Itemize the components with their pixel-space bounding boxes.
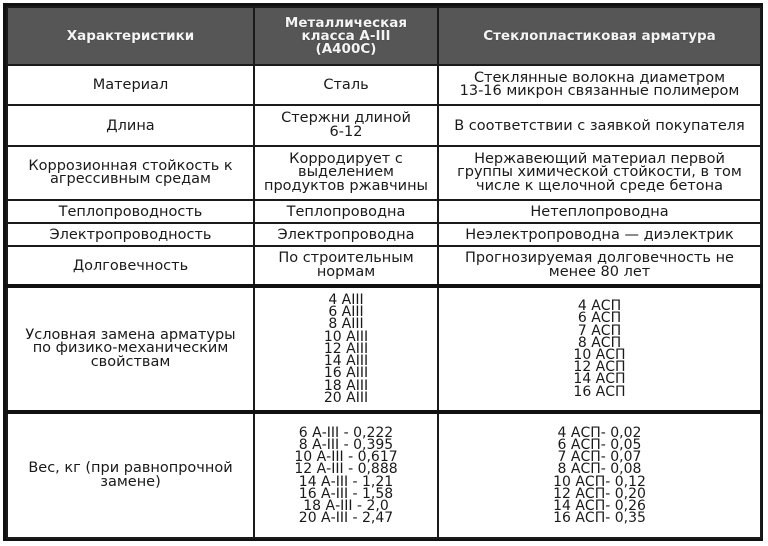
row-electrical bbox=[7, 223, 761, 246]
metal-replacement-list bbox=[254, 286, 438, 412]
glass-replacement-item: 7 АСП bbox=[577, 322, 622, 339]
metal-replacement-item: 20 АIII bbox=[323, 389, 369, 406]
metal-durability bbox=[254, 246, 438, 286]
metal-weight-item: 12 А-III - 0,888 bbox=[294, 461, 398, 478]
glass-corrosion-line-3: числе к щелочной среде бетона bbox=[476, 177, 723, 194]
metal-thermal bbox=[254, 200, 438, 223]
header-characteristics-text: Характеристики bbox=[66, 27, 195, 44]
metal-electrical-text: Электропроводна bbox=[277, 226, 415, 243]
header-metal-line-3: (А400С) bbox=[315, 40, 377, 57]
label-electrical bbox=[7, 223, 254, 246]
comparison-table bbox=[6, 6, 762, 539]
glass-corrosion bbox=[438, 146, 761, 200]
metal-weight-item: 20 А-III - 2,47 bbox=[298, 510, 394, 527]
glass-thermal-text: Нетеплопроводна bbox=[530, 203, 669, 220]
glass-replacement-item: 6 АСП bbox=[577, 310, 622, 327]
metal-weight-item: 6 А-III - 0,222 bbox=[298, 424, 394, 441]
label-thermal-text: Теплопроводность bbox=[58, 203, 203, 220]
label-length bbox=[7, 105, 254, 146]
header-metal-line-1: Металлическая bbox=[284, 14, 408, 31]
glass-durability bbox=[438, 246, 761, 286]
label-durability bbox=[7, 246, 254, 286]
metal-durability-line-1: По строительным bbox=[278, 250, 414, 266]
metal-replacement-item: 6 АIII bbox=[328, 304, 364, 321]
header-row bbox=[7, 7, 761, 65]
metal-replacement-item: 8 АIII bbox=[328, 316, 364, 333]
glass-replacement-item: 10 АСП bbox=[573, 347, 626, 363]
label-replacement-line-2: по физико-механическим bbox=[32, 340, 229, 357]
glass-weight-item: 8 АСП- 0,08 bbox=[557, 461, 642, 478]
metal-length-line-2: 6-12 bbox=[329, 123, 363, 140]
label-corrosion bbox=[7, 146, 254, 200]
glass-weight-item: 7 АСП- 0,07 bbox=[557, 449, 642, 466]
row-replacement bbox=[7, 286, 761, 412]
glass-weight-list bbox=[438, 412, 761, 538]
glass-corrosion-line-2: группы химической стойкости, в том bbox=[457, 164, 742, 181]
glass-thermal bbox=[438, 200, 761, 223]
label-durability-text: Долговечность bbox=[72, 257, 189, 274]
header-fiberglass bbox=[438, 7, 761, 65]
row-weight bbox=[7, 412, 761, 538]
glass-weight-item: 12 АСП- 0,20 bbox=[553, 485, 646, 502]
metal-replacement-item: 18 АIII bbox=[323, 377, 369, 394]
metal-corrosion-line-2: выделением bbox=[298, 164, 394, 181]
metal-replacement-item: 4 АIII bbox=[328, 292, 364, 309]
metal-replacement-item: 10 АIII bbox=[323, 328, 369, 345]
glass-material-line-1: Стеклянные волокна диаметром bbox=[473, 69, 726, 86]
glass-length bbox=[438, 105, 761, 146]
label-material-text: Материал bbox=[92, 77, 169, 93]
label-replacement-line-3: свойствам bbox=[90, 353, 171, 370]
metal-material-text: Сталь bbox=[323, 77, 369, 93]
header-metal bbox=[254, 7, 438, 65]
row-material bbox=[7, 65, 761, 105]
metal-corrosion-line-1: Корродирует с bbox=[289, 150, 403, 167]
label-length-text: Длина bbox=[106, 117, 155, 134]
metal-replacement-item: 12 АIII bbox=[323, 340, 369, 357]
glass-replacement-item: 4 АСП bbox=[577, 298, 622, 315]
label-thermal bbox=[7, 200, 254, 223]
header-metal-line-2: класса А-III bbox=[301, 27, 391, 44]
label-weight bbox=[7, 412, 254, 538]
label-replacement bbox=[7, 286, 254, 412]
glass-weight-item: 16 АСП- 0,35 bbox=[553, 510, 646, 527]
glass-replacement-item: 8 АСП bbox=[577, 334, 622, 351]
metal-weight-list bbox=[254, 412, 438, 538]
glass-weight-item: 6 АСП- 0,05 bbox=[557, 436, 642, 453]
glass-weight-item: 14 АСП- 0,26 bbox=[553, 497, 646, 514]
metal-replacement-item: 16 АIII bbox=[323, 365, 369, 382]
label-material bbox=[7, 65, 254, 105]
metal-corrosion bbox=[254, 146, 438, 200]
header-fiberglass-text: Стеклопластиковая арматура bbox=[483, 27, 716, 44]
glass-durability-line-1: Прогнозируемая долговечность не bbox=[465, 250, 734, 266]
glass-weight-item: 4 АСП- 0,02 bbox=[557, 424, 642, 441]
glass-durability-line-2: менее 80 лет bbox=[548, 263, 651, 280]
metal-length bbox=[254, 105, 438, 146]
glass-replacement-item: 14 АСП bbox=[573, 371, 626, 388]
glass-material-line-2: 13-16 микрон связанные полимером bbox=[459, 83, 740, 99]
header-characteristics bbox=[7, 7, 254, 65]
label-weight-line-1: Вес, кг (при равнопрочной bbox=[28, 460, 233, 476]
glass-electrical bbox=[438, 223, 761, 246]
metal-corrosion-line-3: продуктов ржавчины bbox=[263, 177, 428, 194]
metal-length-line-1: Стержни длиной bbox=[281, 110, 411, 126]
glass-corrosion-line-1: Нержавеющий материал первой bbox=[474, 150, 725, 167]
row-thermal bbox=[7, 200, 761, 223]
label-electrical-text: Электропроводность bbox=[49, 226, 212, 243]
row-durability bbox=[7, 246, 761, 286]
row-length bbox=[7, 105, 761, 146]
glass-length-text: В соответствии с заявкой покупателя bbox=[454, 117, 745, 134]
glass-replacement-item: 12 АСП bbox=[573, 359, 626, 376]
label-corrosion-line-1: Коррозионная стойкость к bbox=[28, 157, 233, 174]
metal-weight-item: 8 А-III - 0,395 bbox=[298, 436, 394, 453]
glass-replacement-item: 16 АСП bbox=[573, 383, 626, 400]
row-corrosion bbox=[7, 146, 761, 200]
metal-thermal-text: Теплопроводна bbox=[286, 203, 406, 220]
comparison-table-frame bbox=[3, 3, 763, 541]
metal-weight-item: 18 А-III - 2,0 bbox=[303, 497, 389, 514]
label-corrosion-line-2: агрессивным средам bbox=[50, 171, 211, 187]
glass-replacement-list bbox=[438, 286, 761, 412]
metal-weight-item: 16 А-III - 1,58 bbox=[298, 485, 394, 502]
metal-electrical bbox=[254, 223, 438, 246]
glass-weight-item: 10 АСП- 0,12 bbox=[553, 473, 646, 490]
metal-weight-item: 14 А-III - 1,21 bbox=[298, 473, 394, 490]
glass-electrical-text: Неэлектропроводна — диэлектрик bbox=[465, 226, 734, 243]
label-weight-line-2: замене) bbox=[100, 473, 161, 490]
metal-weight-item: 10 А-III - 0,617 bbox=[294, 449, 398, 466]
label-replacement-line-1: Условная замена арматуры bbox=[25, 326, 236, 343]
metal-material bbox=[254, 65, 438, 105]
metal-durability-line-2: нормам bbox=[316, 263, 376, 280]
metal-replacement-item: 14 АIII bbox=[323, 353, 369, 370]
glass-material bbox=[438, 65, 761, 105]
